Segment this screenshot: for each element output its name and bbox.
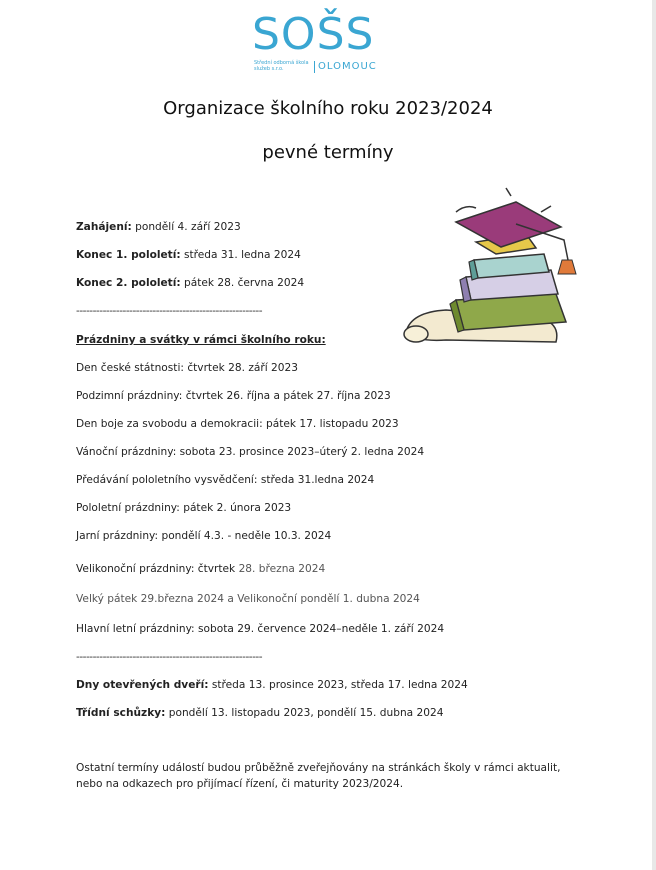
end-first-semester: Konec 1. pololetí: středa 31. ledna 2024 bbox=[76, 249, 301, 261]
summer-holidays: Hlavní letní prázdniny: sobota 29. července 2024–neděle 1. září 2024 bbox=[76, 623, 445, 635]
holiday-item: Předávání pololetního vysvědčení: středa 31.ledna 2024 bbox=[76, 474, 375, 486]
open-days: Dny otevřených dveří: středa 13. prosince 2023, středa 17. ledna 2024 bbox=[76, 679, 468, 691]
separator: -------------------------------------------------------- bbox=[76, 651, 263, 663]
footer-note: Ostatní termíny událostí budou průběžně zveřejňovány na stránkách školy v rámci aktualit, nebo na odkazech pro přijímací řízení, či maturity 2023/2024. bbox=[76, 762, 561, 790]
good-friday: Velký pátek 29.března 2024 a Velikonoční pondělí 1. dubna 2024 bbox=[76, 593, 420, 605]
holiday-item: Podzimní prázdniny: čtvrtek 26. října a pátek 27. října 2023 bbox=[76, 390, 391, 402]
holiday-item: Den české státnosti: čtvrtek 28. září 2023 bbox=[76, 362, 298, 374]
school-logo bbox=[248, 9, 388, 76]
end-second-semester: Konec 2. pololetí: pátek 28. června 2024 bbox=[76, 277, 305, 289]
easter-holidays: Velikonoční prázdniny: čtvrtek 28. března 2024 bbox=[76, 563, 326, 575]
page-edge bbox=[652, 0, 656, 870]
document-subtitle: pevné termíny bbox=[262, 142, 394, 163]
holidays-heading: Prázdniny a svátky v rámci školního roku: bbox=[76, 334, 326, 346]
document-title: Organizace školního roku 2023/2024 bbox=[163, 98, 493, 119]
parent-meetings: Třídní schůzky: pondělí 13. listopadu 2023, pondělí 15. dubna 2024 bbox=[76, 707, 444, 719]
logo-city: OLOMOUC bbox=[314, 61, 377, 73]
separator: -------------------------------------------------------- bbox=[76, 305, 263, 317]
holiday-item: Vánoční prázdniny: sobota 23. prosince 2023–úterý 2. ledna 2024 bbox=[76, 446, 425, 458]
start-date: Zahájení: pondělí 4. září 2023 bbox=[76, 221, 241, 233]
graduation-books-clipart-icon bbox=[386, 182, 586, 382]
holiday-item: Den boje za svobodu a demokracii: pátek 17. listopadu 2023 bbox=[76, 418, 399, 430]
holiday-item: Jarní prázdniny: pondělí 4.3. - neděle 10.3. 2024 bbox=[76, 530, 332, 542]
logo-subtitle: Střední odborná škola služeb s.r.o. bbox=[254, 60, 309, 72]
logo-name: SOŠS bbox=[252, 9, 375, 60]
holiday-item: Pololetní prázdniny: pátek 2. února 2023 bbox=[76, 502, 292, 514]
